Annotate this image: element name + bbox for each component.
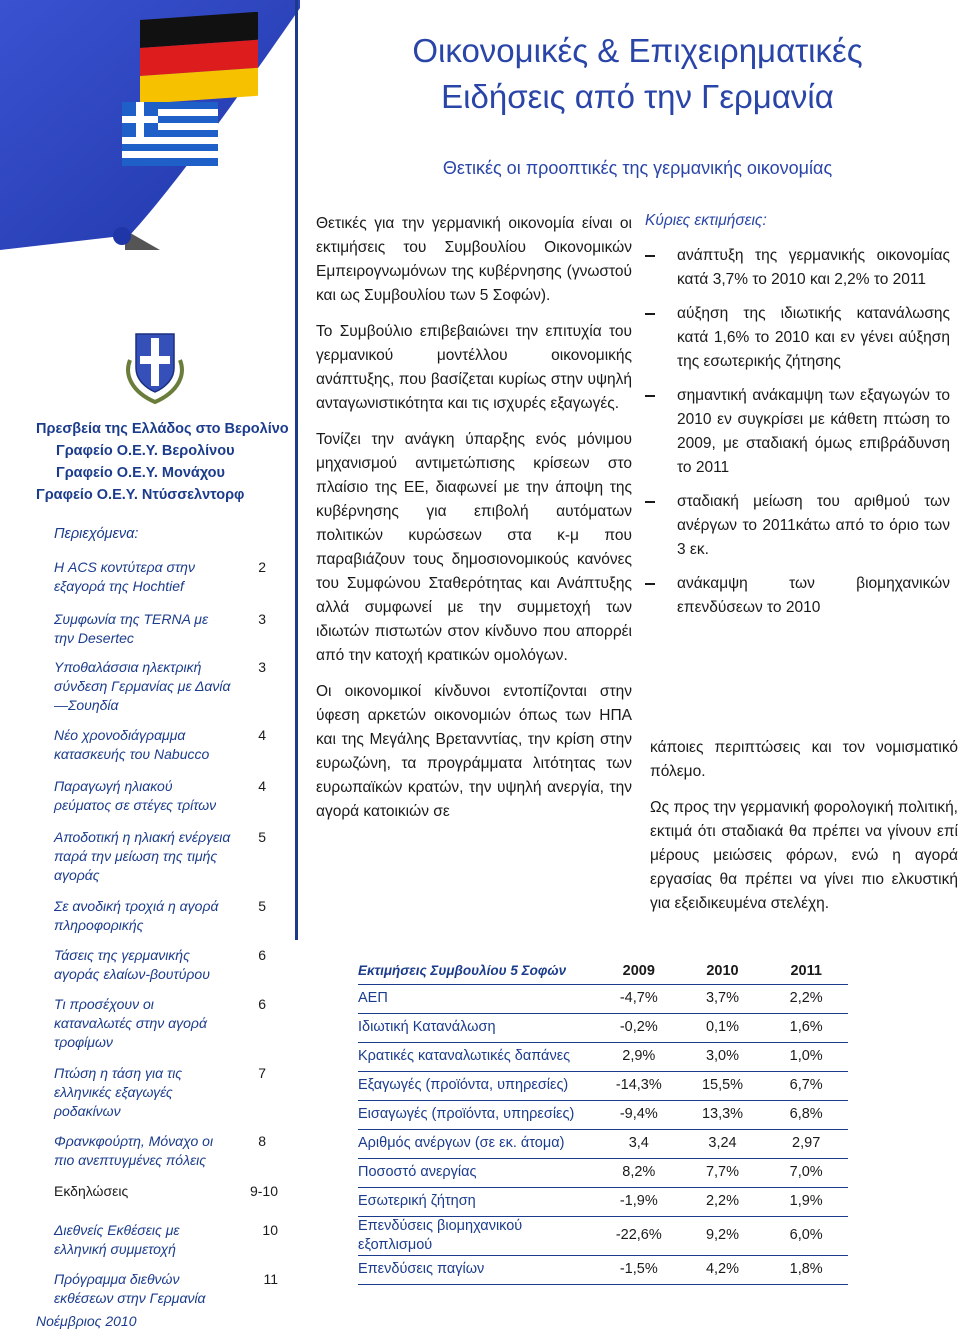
table-cell: -9,4% [597, 1100, 681, 1129]
toc-item-title: Φρανκφούρτη, Μόναχο οι πιο ανεπτυγμένες πόλεις [54, 1133, 214, 1168]
table-cell-label: Εξαγωγές (προϊόντα, υπηρεσίες) [358, 1071, 597, 1100]
article-paragraph: Το Συμβούλιο επιβεβαιώνει την επιτυχία του γερμανικού μοντέλλου οικονομικής ανάπτυξης, που βασίζεται κυρίως στην υψηλή ανταγωνιστικότητα και τις ισχυρές εξαγωγές. [316, 323, 632, 412]
greek-flag-icon [122, 102, 218, 166]
table-cell-label: Ιδιωτική Κατανάλωση [358, 1013, 597, 1042]
toc-item[interactable] [54, 610, 284, 648]
table-cell: 15,5% [681, 1071, 765, 1100]
table-cell: 2,2% [764, 984, 848, 1013]
table-cell: -1,5% [597, 1255, 681, 1284]
article-paragraph: Ως προς την γερμανική φορολογική πολιτική, εκτιμά ότι σταδιακά θα πρέπει να γίνουν επί μέρους μειώσεις φόρων, ενώ η αγορά εργασίας θα πρέπει να γίνει πιο ελκυστική για εξειδικευμένα στελέχη. [650, 799, 958, 912]
table-row [358, 1042, 848, 1071]
toc-item-page: 7 [258, 1065, 266, 1081]
list-item: σημαντική ανάκαμψη των εξαγωγών το 2010 εν συγκρίσει με κάθετη πτώση το 2009, με σταδιακή όμως επιβράδυνση το 2011 [645, 384, 950, 480]
table-row [358, 1216, 848, 1255]
table-row [358, 1071, 848, 1100]
list-item: ανάκαμψη των βιομηχανικών επενδύσεων το 2010 [645, 572, 950, 620]
table-cell: -22,6% [597, 1216, 681, 1255]
table-cell-label: Κρατικές καταναλωτικές δαπάνες [358, 1042, 597, 1071]
page-title-line: Ειδήσεις από την Γερμανία [441, 78, 834, 115]
toc-item-title: Συμφωνία της TERNA με την Desertec [54, 611, 209, 646]
article-column-right [650, 736, 958, 928]
table-cell: 7,0% [764, 1158, 848, 1187]
list-item: αύξηση της ιδιωτικής κατανάλωσης κατά 1,6% το 2010 και εν γένει αύξηση της εσωτερικής ζήτησης [645, 302, 950, 374]
table-cell-label: Επενδύσεις βιομηχανικού εξοπλισμού [358, 1216, 597, 1255]
office-line: Γραφείο Ο.Ε.Υ. Βερολίνου [56, 443, 235, 459]
table-cell: 1,0% [764, 1042, 848, 1071]
table-cell: 9,2% [681, 1216, 765, 1255]
embassy-info [36, 418, 294, 506]
table-cell: 7,7% [681, 1158, 765, 1187]
article-paragraph: κάποιες περιπτώσεις και τον νομισματικό πόλεμο. [650, 739, 958, 780]
toc-item-page: 3 [258, 611, 266, 627]
key-estimates-title: Κύριες εκτιμήσεις: [645, 212, 767, 229]
page-title-line: Οικονομικές & Επιχειρηματικές [412, 32, 863, 69]
toc-item[interactable] [54, 777, 284, 815]
table-cell-label: Αριθμός ανέργων (σε εκ. άτομα) [358, 1129, 597, 1158]
german-flag-icon [140, 12, 258, 104]
table-header-cell: 2010 [706, 962, 739, 979]
toc-item[interactable] [54, 1064, 284, 1121]
table-cell: 13,3% [681, 1100, 765, 1129]
list-item: ανάπτυξη της γερμανικής οικονομίας κατά 3,7% το 2010 και 2,2% το 2011 [645, 244, 950, 292]
toc-item-title: Σε ανοδική τροχιά η αγορά πληροφορικής [54, 898, 219, 933]
table-cell: -0,2% [597, 1013, 681, 1042]
page-title [315, 28, 960, 120]
table-cell-label: Ποσοστό ανεργίας [358, 1158, 597, 1187]
toc-item-title: Πρόγραμμα διεθνών εκθέσεων στην Γερμανία [54, 1271, 206, 1306]
toc-item-page: 5 [258, 898, 266, 914]
table-cell: 1,6% [764, 1013, 848, 1042]
office-line: Γραφείο Ο.Ε.Υ. Μονάχου [56, 465, 225, 481]
table-cell: 2,97 [764, 1129, 848, 1158]
table-header-cell: Εκτιμήσεις Συμβουλίου 5 Σοφών [358, 963, 567, 979]
table-cell: 6,8% [764, 1100, 848, 1129]
toc-item-page: 4 [258, 778, 266, 794]
table-row [358, 1129, 848, 1158]
toc-item-title: Νέο χρονοδιάγραμμα κατασκευής του Nabucco [54, 727, 210, 762]
toc-item-title: Τάσεις της γερμανικής αγοράς ελαίων-βουτύρου [54, 947, 210, 982]
table-header-row [358, 958, 848, 984]
table-cell: 2,9% [597, 1042, 681, 1071]
issue-date: Νοέμβριος 2010 [36, 1313, 137, 1329]
toc-item[interactable] [54, 1132, 284, 1170]
toc-item[interactable] [54, 658, 284, 715]
table-cell-label: Επενδύσεις παγίων [358, 1255, 597, 1284]
toc-item-title: Τι προσέχουν οι καταναλωτές στην αγορά τροφίμων [54, 996, 207, 1050]
toc-item[interactable] [54, 558, 284, 596]
toc-item[interactable] [54, 1221, 284, 1259]
table-row [358, 1187, 848, 1216]
table-cell: 6,0% [764, 1216, 848, 1255]
article-column-middle [316, 212, 632, 836]
table-cell: 8,2% [597, 1158, 681, 1187]
toc-item-title: Η ACS κοντύτερα στην εξαγορά της Hochtief [54, 559, 195, 594]
table-cell: -14,3% [597, 1071, 681, 1100]
table-cell: 1,9% [764, 1187, 848, 1216]
toc-item[interactable] [54, 946, 284, 984]
toc-item[interactable] [54, 897, 284, 935]
toc-item-page: 6 [258, 947, 266, 963]
table-row [358, 1255, 848, 1284]
table-cell-label: ΑΕΠ [358, 984, 597, 1013]
toc-item-page: 11 [263, 1271, 278, 1287]
embassy-name: Πρεσβεία της Ελλάδος στο Βερολίνο [36, 421, 289, 437]
toc-item[interactable] [54, 726, 284, 764]
table-cell: 1,8% [764, 1255, 848, 1284]
sidebar-divider [295, 0, 298, 940]
table-cell: 6,7% [764, 1071, 848, 1100]
toc-item-page: 2 [258, 559, 266, 575]
table-cell: 3,0% [681, 1042, 765, 1071]
toc-item-page: 4 [258, 727, 266, 743]
toc-item[interactable] [54, 995, 284, 1052]
key-estimates-list [645, 244, 950, 620]
toc-item-title: Αποδοτική η ηλιακή ενέργεια παρά την μείωση της τιμής αγοράς [54, 829, 231, 883]
office-line: Γραφείο Ο.Ε.Υ. Ντύσσελντορφ [36, 487, 245, 503]
toc-item-title: Υποθαλάσσια ηλεκτρική σύνδεση Γερμανίας με Δανία—Σουηδία [54, 659, 231, 713]
table-row [358, 1158, 848, 1187]
article-paragraph: Θετικές για την γερμανική οικονομία είναι οι εκτιμήσεις του Συμβουλίου Οικονομικών Εμπειρογνωμόνων της κυβέρνησης (γνωστού και ως Συμβουλίου των 5 Σοφών). [316, 215, 632, 304]
toc-item-page: 5 [258, 829, 266, 845]
key-estimates-box [645, 212, 950, 630]
toc-item-title: Πτώση η τάση για τις ελληνικές εξαγωγές ροδακίνων [54, 1065, 183, 1119]
table-cell-label: Εισαγωγές (προϊόντα, υπηρεσίες) [358, 1100, 597, 1129]
hellenic-emblem-icon [118, 320, 192, 408]
table-cell: -1,9% [597, 1187, 681, 1216]
table-header-cell: 2009 [622, 962, 655, 979]
article-paragraph: Οι οικονομικοί κίνδυνοι εντοπίζονται στην ύφεση αρκετών οικονομιών όπως των ΗΠΑ και της Μεγάλης Βρετανντίας, την κρίση στην ευρωζώνη, τα προγράμματα λιτότητας των ευρωπαϊκών κρατών, την υψηλή ανεργία, την αγορά κατοικιών σε [316, 683, 632, 820]
article-paragraph: Τονίζει την ανάγκη ύπαρξης ενός μόνιμου μηχανισμού αντιμετώπισης κρίσεων στο πλαίσιο της ΕΕ, διαφωνεί με την άποψη της κυβέρνησης για επιβολή αυτόματων πολιτικών κυρώσεων στα κ-μ που παραβιάζουν τους δημοσιονομικούς κανόνες του Συμφώνου Σταθερότητας και Ανάπτυξης αλλά συμφωνεί με την συμμετοχή των ιδιωτών πιστωτών στον κίνδυνο που απορρέι από την κατοχή κρατικών ομολόγων. [316, 431, 632, 664]
toc-item-title: Διεθνείς Εκθέσεις με ελληνική συμμετοχή [54, 1222, 180, 1257]
table-cell-label: Εσωτερική ζήτηση [358, 1187, 597, 1216]
toc-title: Περιεχόμενα: [54, 526, 139, 542]
toc-item[interactable] [54, 1182, 284, 1201]
toc-item[interactable] [54, 1270, 284, 1308]
table-header-cell: 2011 [790, 962, 822, 979]
table-cell: 3,24 [681, 1129, 765, 1158]
table-row [358, 1013, 848, 1042]
estimates-table [358, 958, 848, 1285]
toc-item-page: 10 [262, 1222, 278, 1238]
toc-item-page: 6 [258, 996, 266, 1012]
list-item: σταδιακή μείωση του αριθμού των ανέργων το 2011κάτω από το όριο των 3 εκ. [645, 490, 950, 562]
table-cell: 4,2% [681, 1255, 765, 1284]
table-row [358, 984, 848, 1013]
article-subtitle: Θετικές οι προοπτικές της γερμανικής οικονομίας [442, 158, 833, 178]
table-row [358, 1100, 848, 1129]
toc-item-title: Παραγωγή ηλιακού ρεύματος σε στέγες τρίτων [54, 778, 217, 813]
toc-item[interactable] [54, 828, 284, 885]
toc-item-page: 8 [258, 1133, 266, 1149]
toc-item-page: 3 [258, 659, 266, 675]
table-cell: 3,7% [681, 984, 765, 1013]
table-cell: 0,1% [681, 1013, 765, 1042]
toc-item-page: 9-10 [249, 1183, 278, 1199]
toc-item-title: Εκδηλώσεις [54, 1183, 129, 1199]
table-cell: 3,4 [597, 1129, 681, 1158]
table-cell: -4,7% [597, 984, 681, 1013]
table-cell: 2,2% [681, 1187, 765, 1216]
